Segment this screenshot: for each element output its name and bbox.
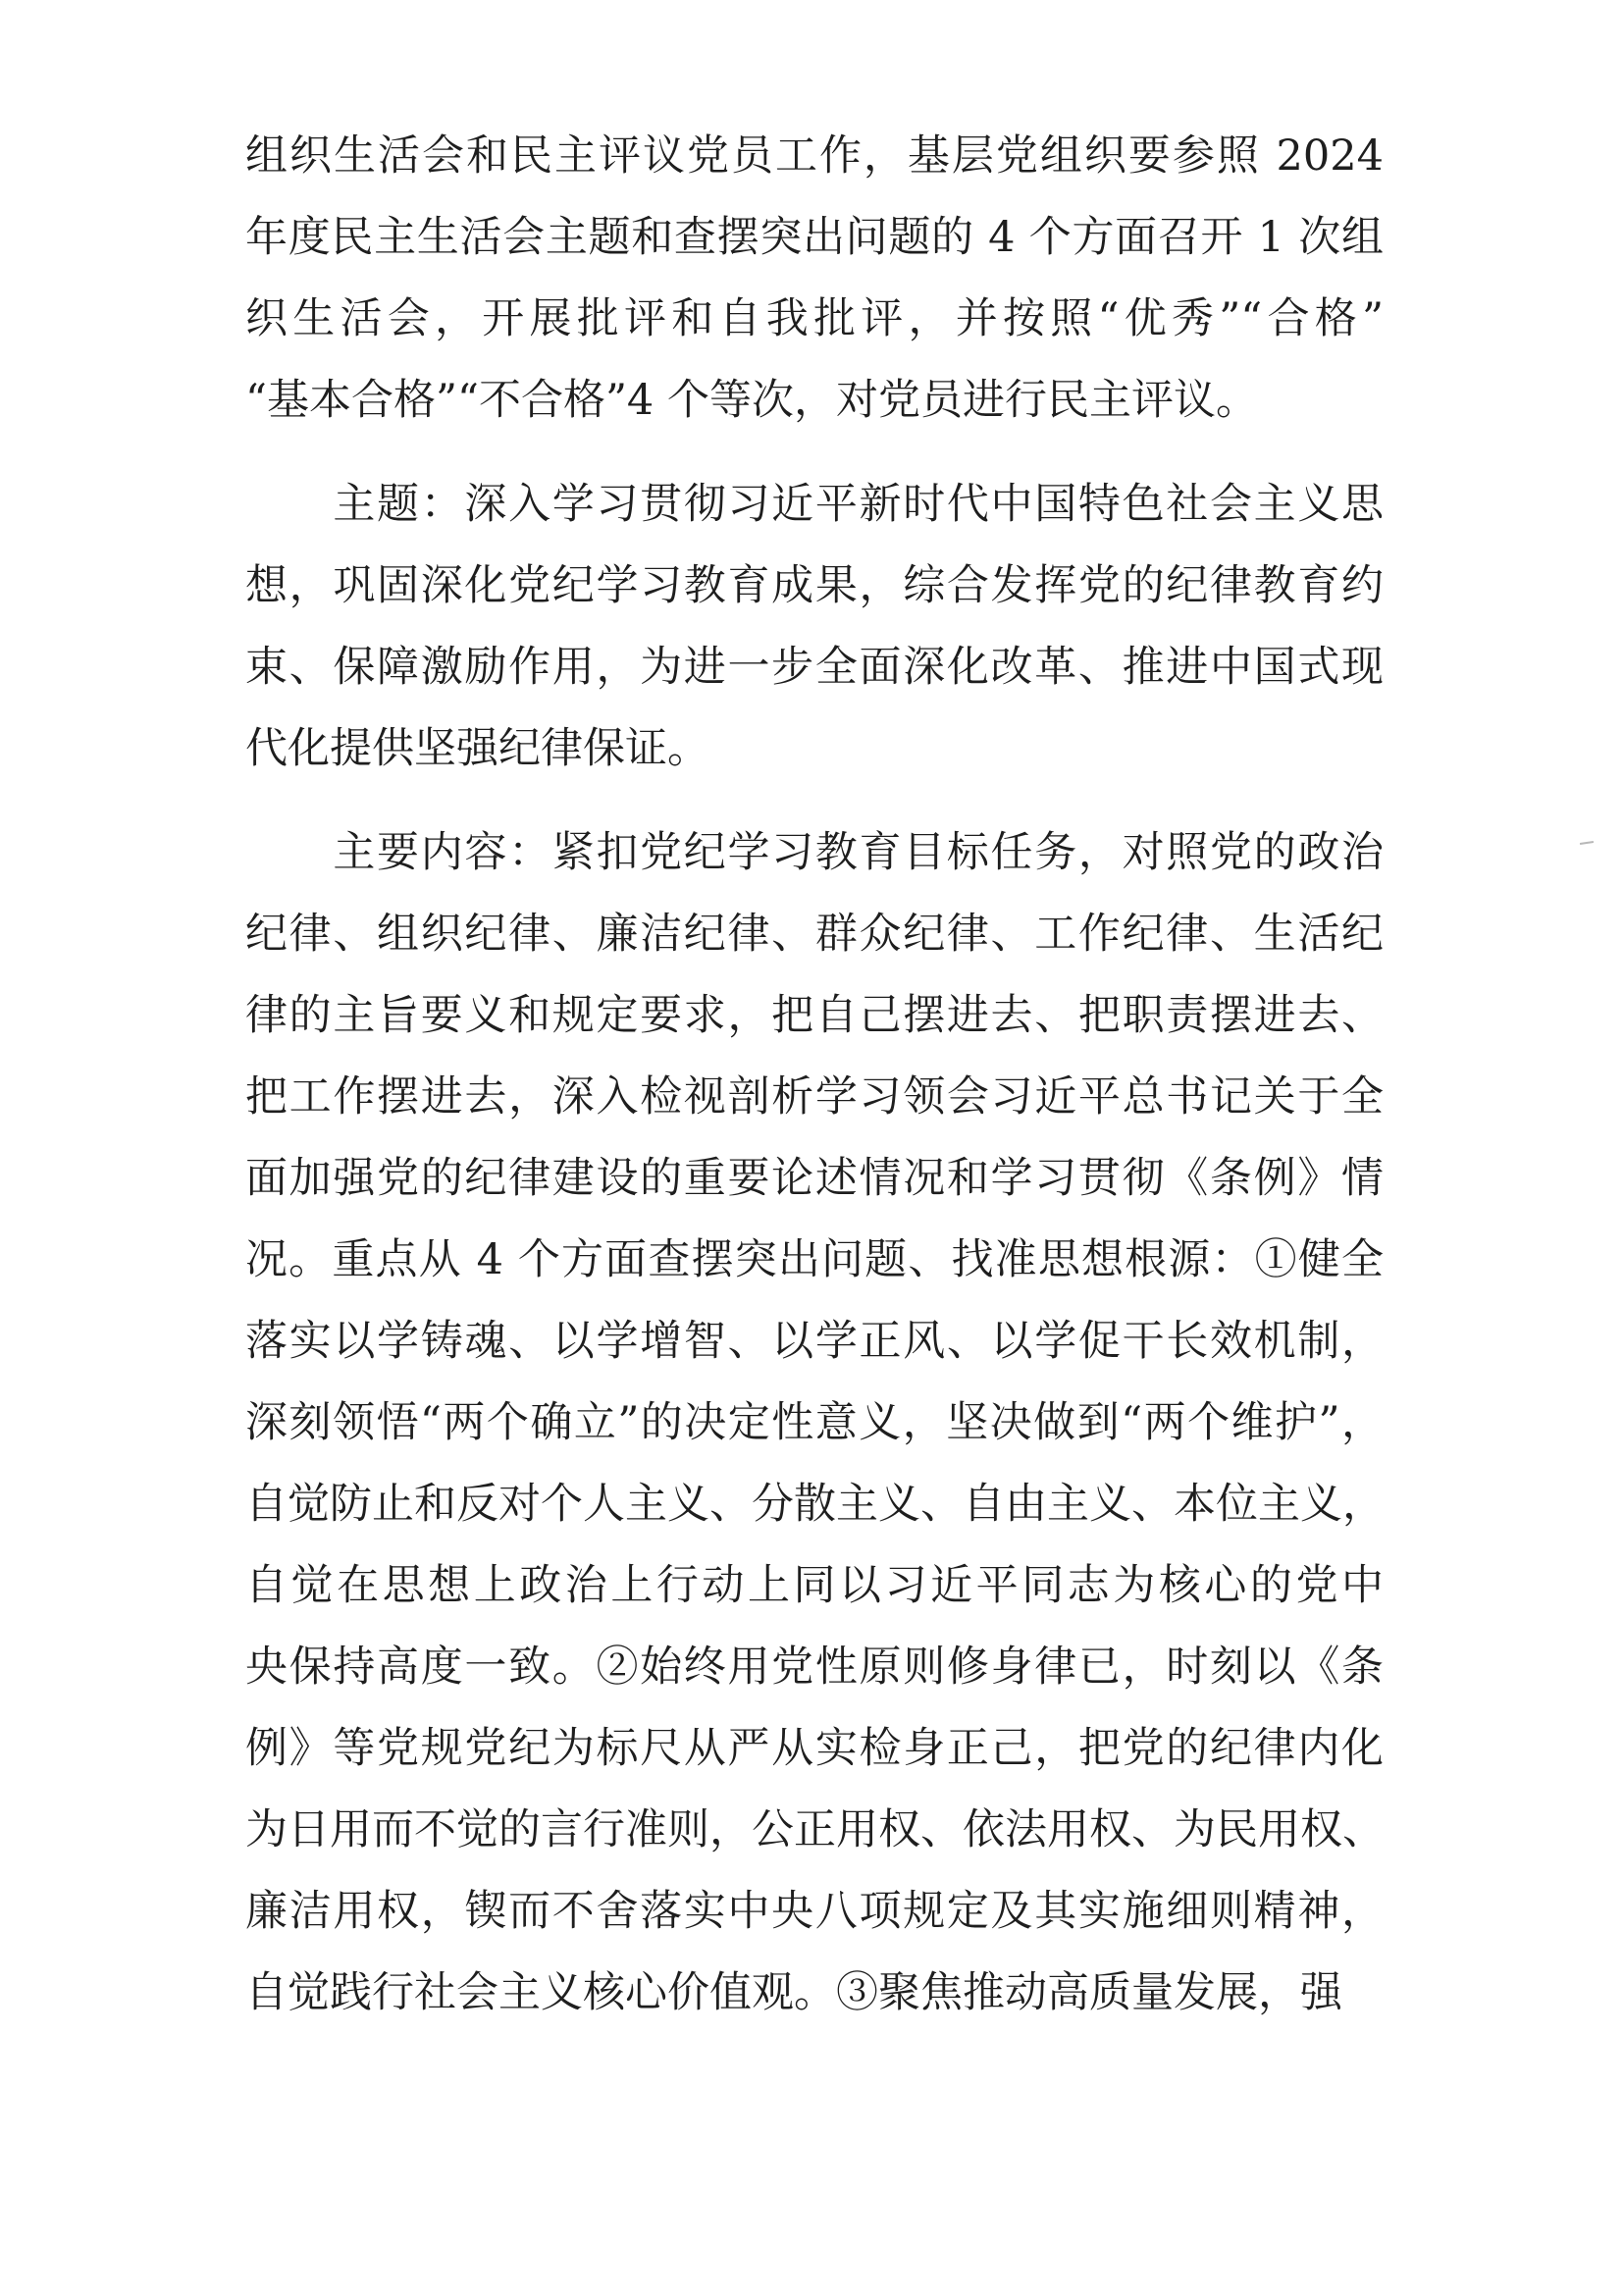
text-line: 想，巩固深化党纪学习教育成果，综合发挥党的纪律教育约 — [245, 561, 1384, 610]
text-line: 年度民主生活会主题和查摆突出问题的 4 个方面召开 1 次组 — [245, 213, 1384, 262]
paragraph-spacer — [245, 790, 1384, 812]
scan-mark — [1580, 841, 1594, 845]
text-line: 主要内容：紧扣党纪学习教育目标任务，对照党的政治 — [245, 828, 1384, 877]
text-line: 自觉防止和反对个人主义、分散主义、自由主义、本位主义， — [245, 1480, 1385, 1529]
text-line: 况。重点从 4 个方面查摆突出问题、找准思想根源：①健全 — [245, 1235, 1384, 1284]
text-line: 织生活会，开展批评和自我批评，并按照“优秀”“合格” — [245, 294, 1384, 343]
text-line: 央保持高度一致。②始终用党性原则修身律已，时刻以《条 — [245, 1643, 1384, 1692]
text-line: 组织生活会和民主评议党员工作，基层党组织要参照 2024 — [245, 131, 1384, 181]
text-line: 律的主旨要义和规定要求，把自己摆进去、把职责摆进去、 — [245, 991, 1384, 1040]
text-line: 例》等党规党纪为标尺从严从实检身正己，把党的纪律内化 — [245, 1724, 1384, 1773]
text-line: 为日用而不觉的言行准则，公正用权、依法用权、为民用权、 — [245, 1805, 1385, 1854]
text-line: 廉洁用权，锲而不舍落实中央八项规定及其实施细则精神， — [245, 1887, 1384, 1936]
paragraph-spacer — [245, 442, 1384, 464]
text-line: 束、保障激励作用，为进一步全面深化改革、推进中国式现 — [245, 643, 1384, 692]
paragraph — [245, 116, 1384, 442]
text-line: 深刻领悟“两个确立”的决定性意义，坚决做到“两个维护”， — [245, 1398, 1384, 1447]
text-line: 代化提供坚强纪律保证。 — [245, 724, 709, 773]
text-line: “基本合格”“不合格”4 个等次，对党员进行民主评议。 — [245, 376, 1258, 425]
text-line: 面加强党的纪律建设的重要论述情况和学习贯彻《条例》情 — [245, 1154, 1384, 1203]
text-line: 把工作摆进去，深入检视剖析学习领会习近平总书记关于全 — [245, 1072, 1384, 1122]
document-body — [245, 116, 1384, 2034]
paragraph — [245, 464, 1384, 790]
paragraph — [245, 812, 1384, 2034]
text-line: 纪律、组织纪律、廉洁纪律、群众纪律、工作纪律、生活纪 — [245, 910, 1384, 959]
text-line: 主题：深入学习贯彻习近平新时代中国特色社会主义思 — [245, 480, 1384, 529]
text-line: 自觉在思想上政治上行动上同以习近平同志为核心的党中 — [245, 1561, 1384, 1610]
text-line: 自觉践行社会主义核心价值观。③聚焦推动高质量发展，强 — [245, 1968, 1342, 2017]
text-line: 落实以学铸魂、以学增智、以学正风、以学促干长效机制， — [245, 1317, 1384, 1366]
